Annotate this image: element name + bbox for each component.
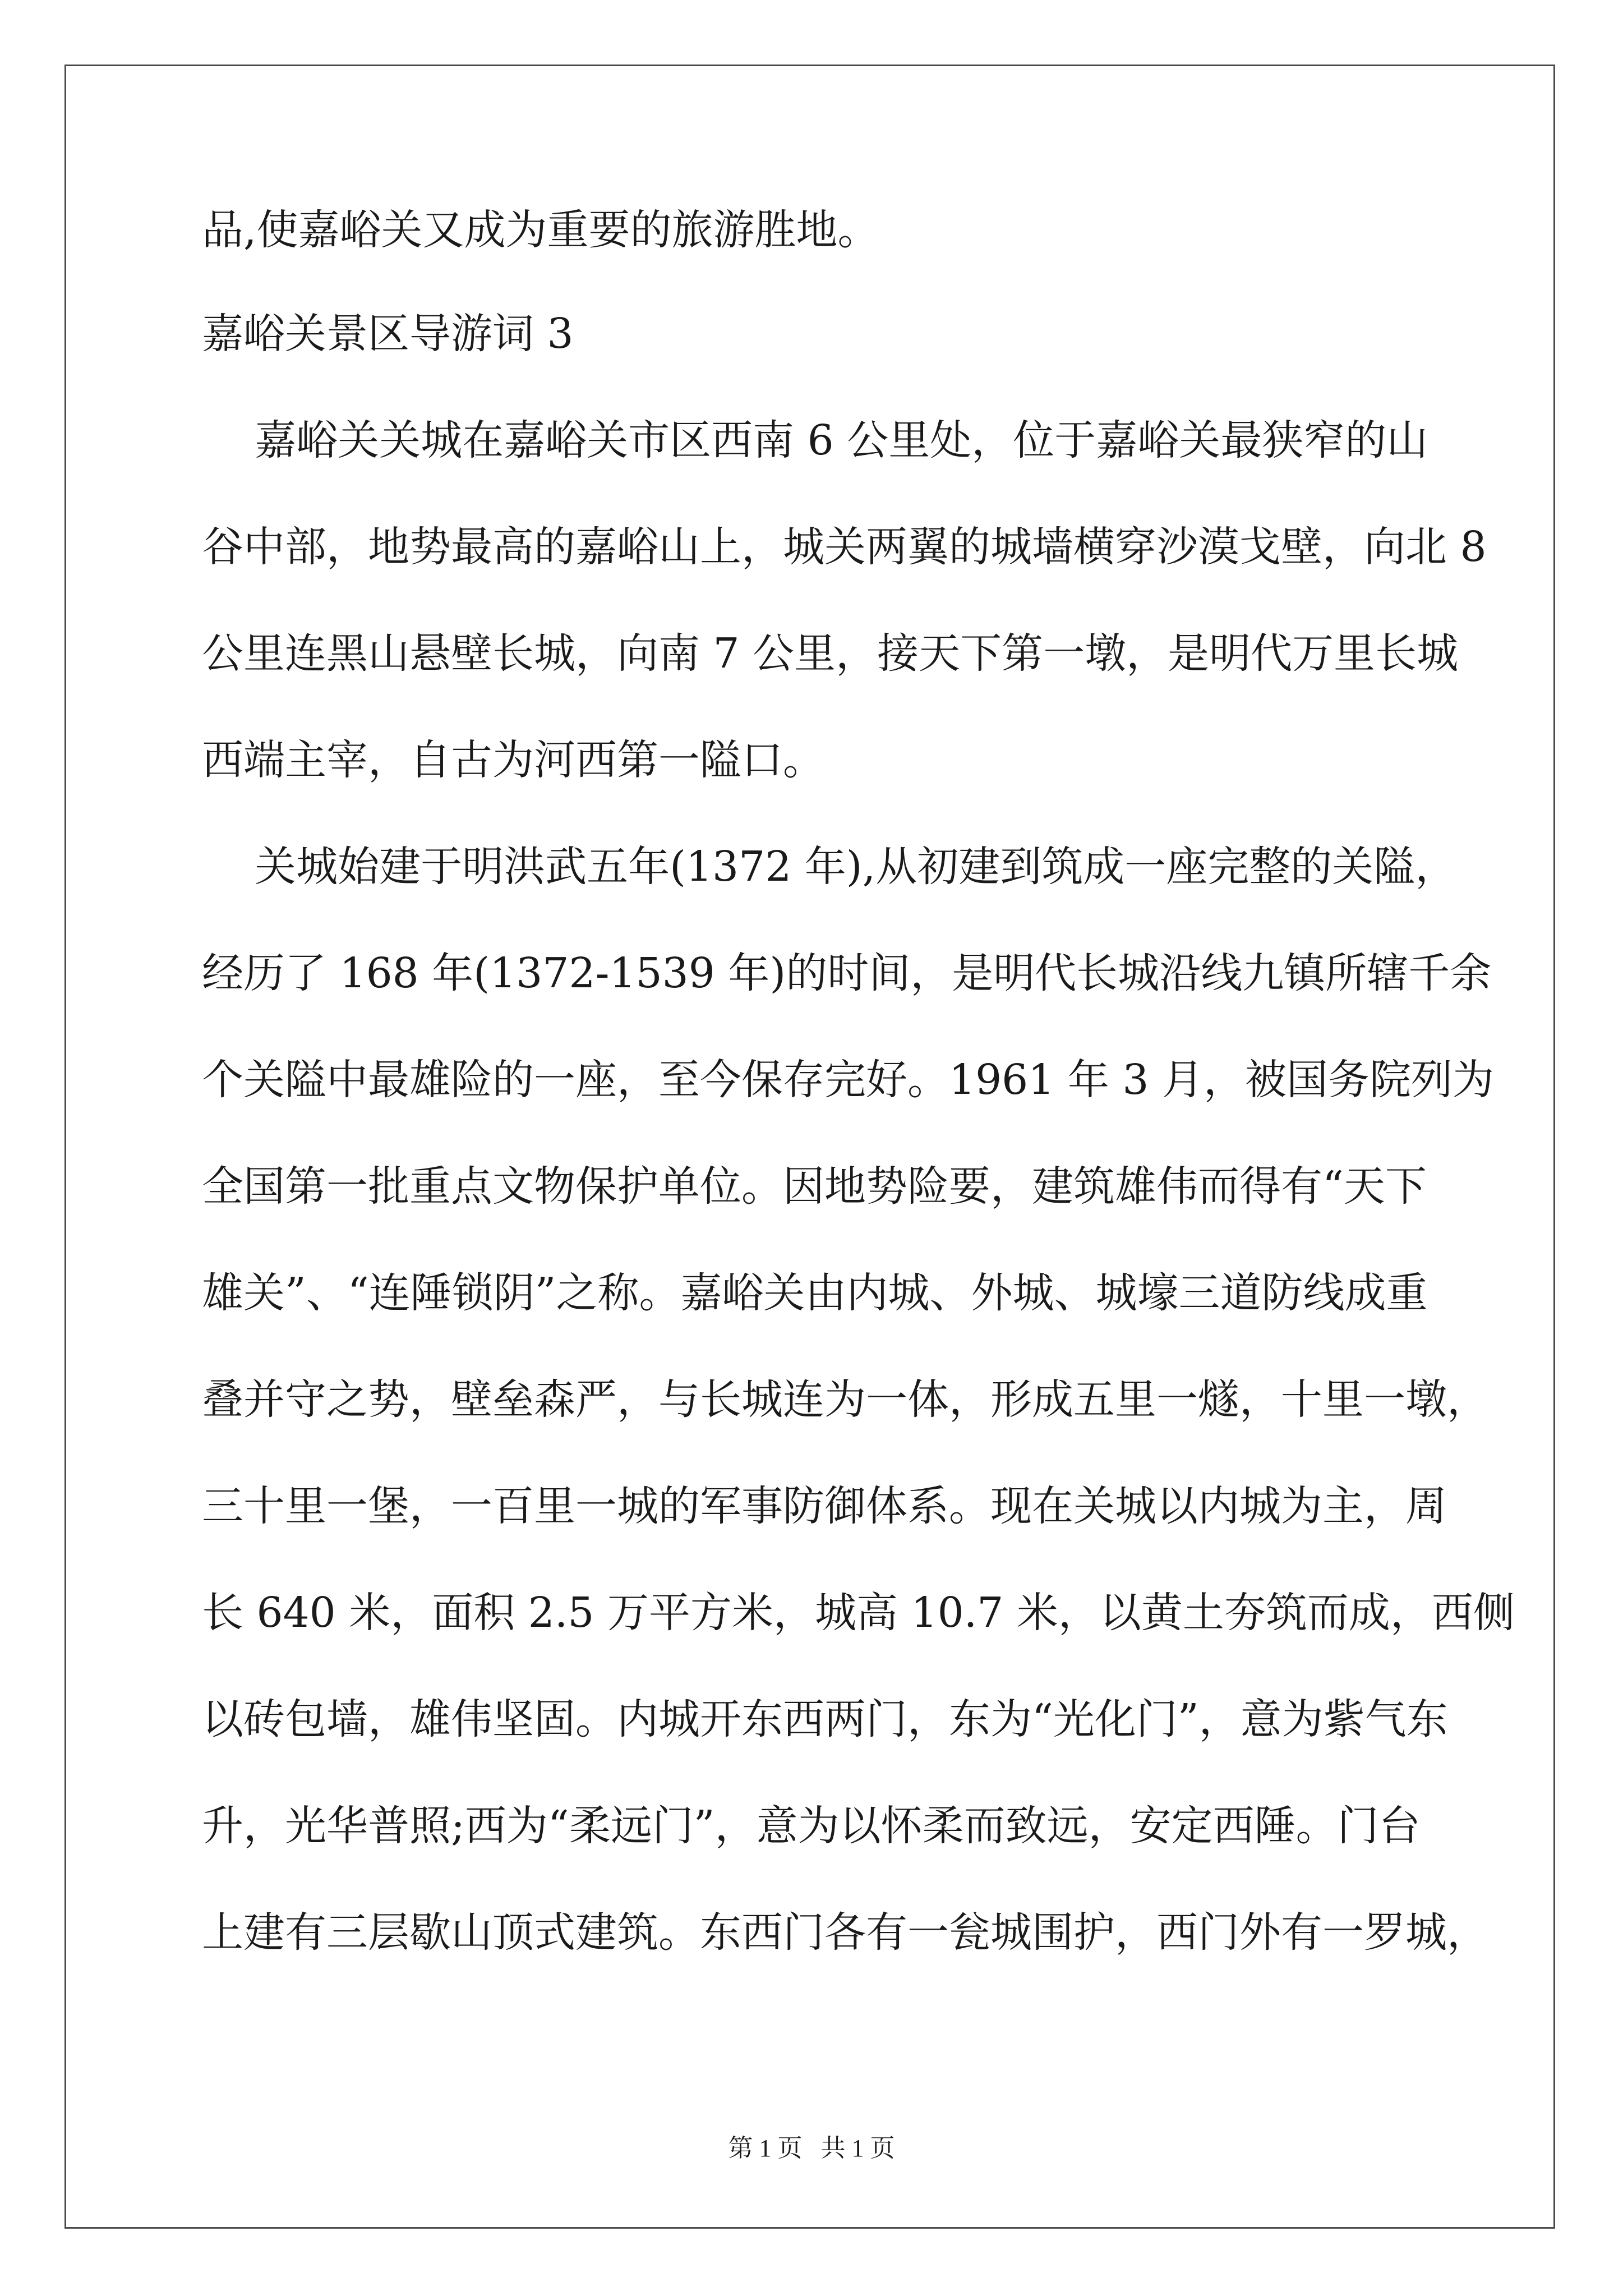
text-line: 品,使嘉峪关又成为重要的旅游胜地。 [202,206,879,254]
text-line: 谷中部，地势最高的嘉峪山上，城关两翼的城墙横穿沙漠戈壁，向北 8 [202,523,1487,571]
text-line: 西端主宰，自古为河西第一隘口。 [202,736,824,784]
section-heading: 嘉峪关景区导游词 3 [202,310,574,358]
text-line: 上建有三层歇山顶式建筑。东西门各有一瓮城围护，西门外有一罗城， [202,1908,1488,1957]
text-line: 经历了 168 年(1372-1539 年)的时间，是明代长城沿线九镇所辖千余 [202,949,1492,997]
text-line: 关城始建于明洪武五年(1372 年),从初建到筑成一座完整的关隘， [202,843,1457,891]
text-line: 长 640 米，面积 2.5 万平方米，城高 10.7 米，以黄土夯筑而成，西侧 [202,1589,1515,1637]
text-line: 全国第一批重点文物保护单位。因地势险要，建筑雄伟而得有“天下 [202,1162,1427,1211]
text-line: 升，光华普照;西为“柔远门”，意为以怀柔而致远，安定西陲。门台 [202,1802,1421,1850]
text-line: 个关隘中最雄险的一座，至今保存完好。1961 年 3 月，被国务院列为 [202,1056,1494,1104]
text-line: 三十里一堡，一百里一城的军事防御体系。现在关城以内城为主，周 [202,1482,1447,1530]
text-line: 以砖包墙，雄伟坚固。内城开东西两门，东为“光化门”，意为紫气东 [202,1695,1448,1743]
page-footer: 第 1 页 共 1 页 [728,2134,895,2162]
text-line: 雄关”、“连陲锁阴”之称。嘉峪关由内城、外城、城壕三道防线成重 [202,1269,1428,1317]
text-line: 叠并守之势，壁垒森严，与长城连为一体，形成五里一燧，十里一墩， [202,1375,1488,1424]
text-line: 公里连黑山悬壁长城，向南 7 公里，接天下第一墩，是明代万里长城 [202,629,1459,678]
text-line: 嘉峪关关城在嘉峪关市区西南 6 公里处，位于嘉峪关最狭窄的山 [202,416,1428,464]
